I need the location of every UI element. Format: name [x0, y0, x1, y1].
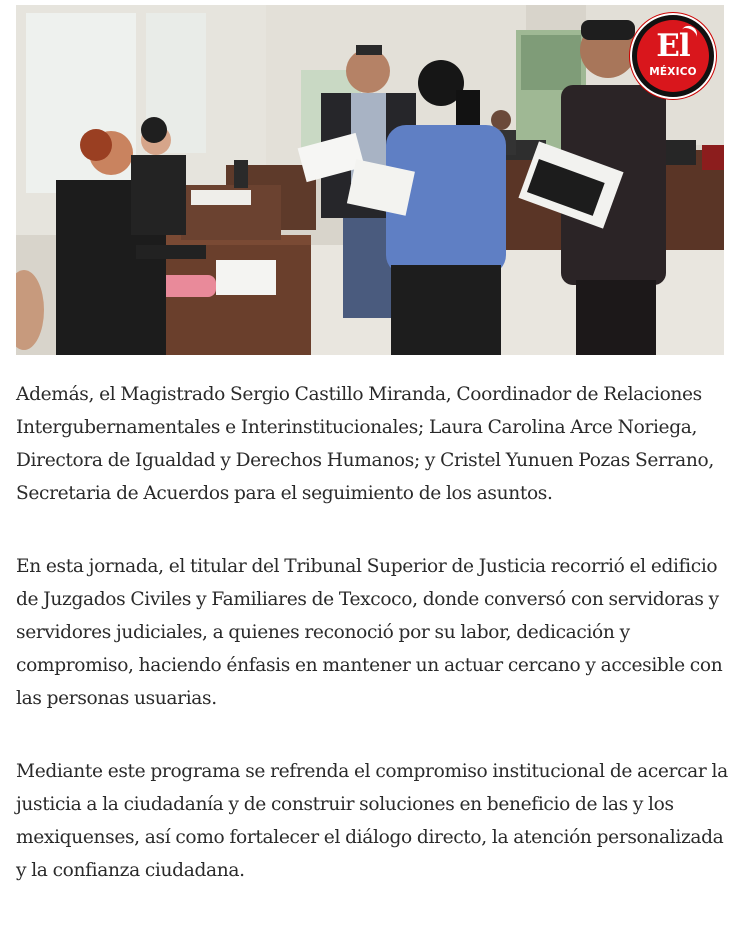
logo-text-el: El — [656, 28, 690, 64]
article-paragraph: Mediante este programa se refrenda el compromiso institucional de acercar la justicia a la ciudadanía y de construir soluciones en beneficio de las y los mexiquenses, así como fortalecer el diálogo directo, la atención personalizada y la confianza ciudadana. — [16, 761, 728, 881]
article-body — [16, 378, 728, 927]
article-photo — [16, 5, 724, 355]
logo-badge — [637, 20, 709, 92]
photo-illustration — [16, 5, 724, 355]
article-paragraph: Además, el Magistrado Sergio Castillo Miranda, Coordinador de Relaciones Intergubernamentales e Interinstitucionales; Laura Carolina Arce Noriega, Directora de Igualdad y Derechos Humanos; y Cristel Yunuen Pozas Serrano, Secretaria de Acuerdos para el seguimiento de los asuntos. — [16, 384, 714, 504]
article-paragraph: En esta jornada, el titular del Tribunal Superior de Justicia recorrió el edificio de Juzgados Civiles y Familiares de Texcoco, donde conversó con servidoras y servidores judiciales, a quienes reconoció por su labor, dedicación y compromiso, haciendo énfasis en mantener un actuar cercano y accesible con las personas usuarias. — [16, 556, 723, 709]
el-mexico-logo — [630, 13, 716, 99]
logo-text-mexico: MÉXICO — [649, 66, 697, 78]
